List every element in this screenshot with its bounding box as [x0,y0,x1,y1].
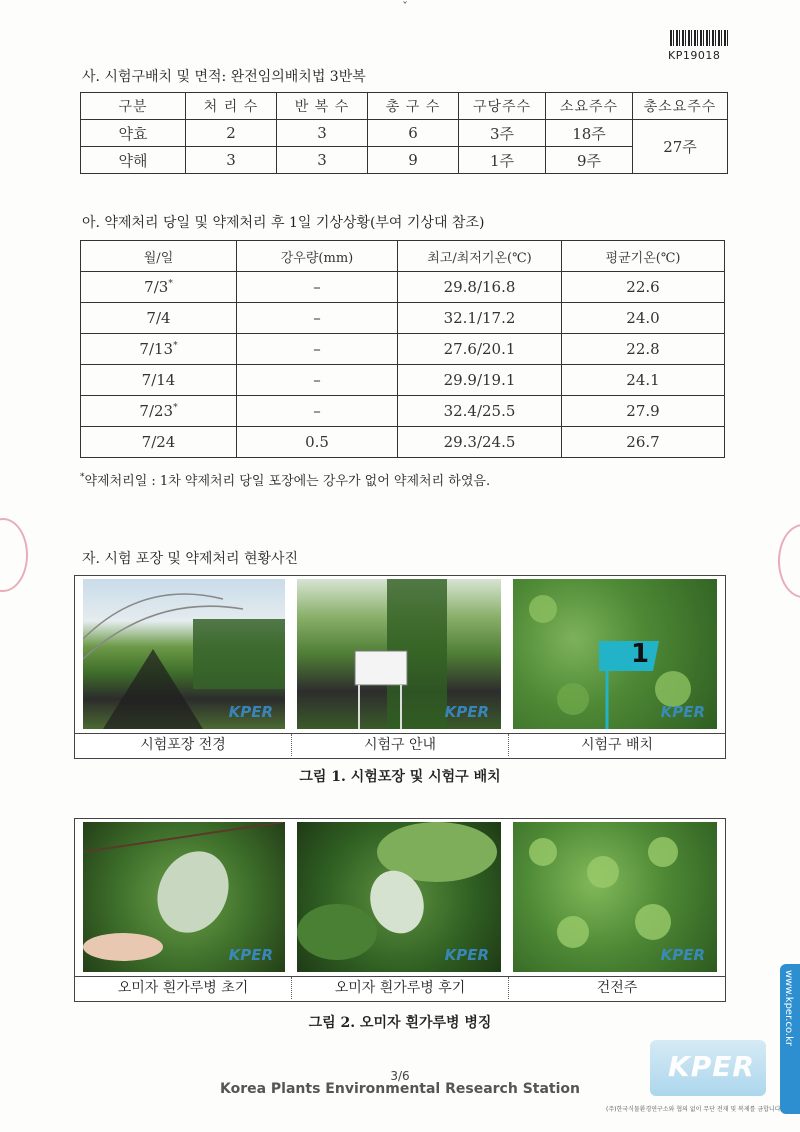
table-cell: 9 [368,147,459,174]
rain-cell: 0.5 [237,427,398,458]
minmax-cell: 32.1/17.2 [398,303,562,334]
figure-1 [74,575,726,759]
rain-cell: – [237,334,398,365]
weather-table [80,240,725,458]
figure-1-title: 그림 1. 시험포장 및 시험구 배치 [299,769,501,785]
table-cell: 약해 [81,147,186,174]
kper-watermark: KPER [444,946,489,964]
table-cell: 2 [186,120,277,147]
table-row [81,147,728,174]
minmax-cell: 29.9/19.1 [398,365,562,396]
date-cell [81,427,237,458]
top-mark: ˇ [402,0,408,14]
header-cell: 총소요주수 [633,93,728,120]
figure-2-title: 그림 2. 오미자 흰가루병 병징 [308,1015,492,1031]
caption-mildew-late: 오미자 흰가루병 후기 [292,977,509,999]
minmax-cell: 27.6/20.1 [398,334,562,365]
kper-watermark: KPER [660,703,705,721]
table-row [81,396,725,427]
total-cell: 27주 [633,120,728,174]
seal-stamp-right [778,524,800,598]
figure-2 [74,818,726,1002]
date-text: 7/13 [139,340,174,358]
caption-plot-sign: 시험구 안내 [292,734,509,756]
star-mark: * [173,403,178,413]
header-cell: 강우량(mm) [237,241,398,272]
date-cell [81,334,237,365]
date-cell [81,396,237,427]
table-row [81,365,725,396]
table-cell: 1주 [459,147,546,174]
section-a-title: 아. 약제처리 당일 및 약제처리 후 1일 기상상황(부여 기상대 참조) [82,215,485,231]
kper-watermark: KPER [228,946,273,964]
table-cell: 3주 [459,120,546,147]
side-url: www.kper.co.kr [783,970,794,1046]
caption-field-overview: 시험포장 전경 [75,734,292,756]
figure-2-captions [75,976,725,999]
table-row [81,427,725,458]
table-cell: 6 [368,120,459,147]
table-row [81,303,725,334]
avg-cell: 22.6 [562,272,725,303]
note-star: * [80,472,85,483]
seal-stamp-left [0,518,28,592]
date-text: 7/24 [141,433,176,451]
date-text: 7/3 [144,278,169,296]
photo-plot-sign [297,579,501,729]
rain-cell: – [237,272,398,303]
barcode [670,30,728,46]
photo-plot-tag [513,579,717,729]
header-cell: 월/일 [81,241,237,272]
date-cell [81,303,237,334]
kper-watermark: KPER [228,703,273,721]
date-cell [81,272,237,303]
header-cell: 총 구 수 [368,93,459,120]
table-cell: 3 [277,147,368,174]
rain-cell: – [237,303,398,334]
table-cell: 9주 [546,147,633,174]
table-row [81,334,725,365]
photo-mildew-late [297,822,501,972]
header-cell: 소요주수 [546,93,633,120]
header-cell: 최고/최저기온(℃) [398,241,562,272]
avg-cell: 22.8 [562,334,725,365]
kper-watermark: KPER [660,946,705,964]
plot-tag-number: 1 [631,639,650,669]
header-cell: 구분 [81,93,186,120]
header-cell: 반 복 수 [277,93,368,120]
star-mark: * [168,279,173,289]
date-text: 7/23 [139,402,174,420]
table-row [81,120,728,147]
table-row [81,272,725,303]
kper-logo-text: KPER [668,1050,755,1083]
caption-healthy-plant: 건전주 [596,980,638,996]
section-ja-title: 자. 시험 포장 및 약제처리 현황사진 [82,551,299,567]
date-cell [81,365,237,396]
header-cell: 평균기온(℃) [562,241,725,272]
table-cell: 약효 [81,120,186,147]
table-header-row [81,93,728,120]
layout-table [80,92,728,174]
avg-cell: 26.7 [562,427,725,458]
caption-mildew-early: 오미자 흰가루병 초기 [75,977,292,999]
photo-field-overview [83,579,285,729]
table-cell: 3 [186,147,277,174]
table-header-row [81,241,725,272]
table-note [80,470,490,489]
table-cell: 3 [277,120,368,147]
section-sa-title: 사. 시험구배치 및 면적: 완전임의배치법 3반복 [82,69,366,85]
avg-cell: 27.9 [562,396,725,427]
photo-mildew-early [83,822,285,972]
date-text: 7/4 [146,309,171,327]
fine-print: (주)한국식물환경연구소와 협의 없이 무단 전재 및 복제를 금합니다. [606,1106,783,1113]
minmax-cell: 29.8/16.8 [398,272,562,303]
star-mark: * [173,341,178,351]
note-text: 약제처리일 : 1차 약제처리 당일 포장에는 강우가 없어 약제처리 하였음. [84,474,491,489]
table-cell: 18주 [546,120,633,147]
org-name: Korea Plants Environmental Research Station [219,1081,580,1097]
minmax-cell: 29.3/24.5 [398,427,562,458]
kper-watermark: KPER [444,703,489,721]
minmax-cell: 32.4/25.5 [398,396,562,427]
figure-1-captions [75,733,725,756]
header-cell: 구당주수 [459,93,546,120]
header-cell: 처 리 수 [186,93,277,120]
caption-plot-layout: 시험구 배치 [580,737,654,753]
rain-cell: – [237,396,398,427]
date-text: 7/14 [141,371,176,389]
avg-cell: 24.1 [562,365,725,396]
page-number: 3/6 [390,1069,410,1083]
avg-cell: 24.0 [562,303,725,334]
photo-healthy-plant [513,822,717,972]
doc-code: KP19018 [668,49,721,62]
rain-cell: – [237,365,398,396]
